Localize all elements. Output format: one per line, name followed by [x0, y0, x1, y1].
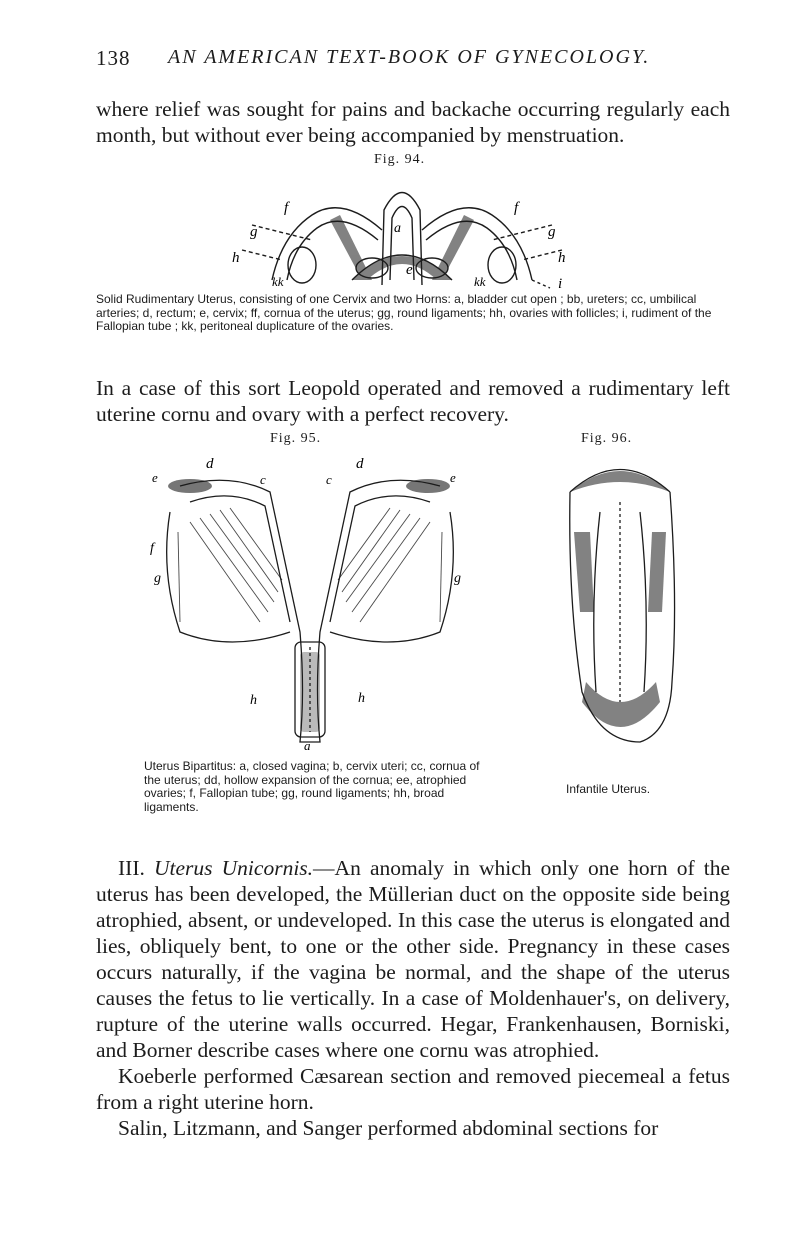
- fig94-left-ovary: [288, 247, 316, 283]
- svg-text:c: c: [326, 472, 332, 487]
- section-paragraph-2: Koeberle performed Cæsarean section and removed piecemeal a fetus from a right uterine horn.: [96, 1064, 730, 1114]
- svg-text:f: f: [514, 200, 519, 216]
- svg-text:h: h: [358, 691, 365, 706]
- section-paragraph-1: [96, 855, 730, 1063]
- svg-text:i: i: [558, 276, 563, 292]
- svg-text:d: d: [356, 456, 364, 472]
- page-number: 138: [96, 46, 131, 70]
- fig94-right-ovary: [488, 247, 516, 283]
- fig95-right-ovary: [406, 479, 450, 493]
- page-header: [96, 46, 756, 76]
- section-text-1: —An anomaly in which only one horn of the uterus has been developed, the Müllerian duct on the opposite side being atrophied, absent, or undeveloped. In this case the uterus is elongated and lies, obliquely bent, to one or the other side. Pregnancy in these cases occurs naturally, if the vagina be normal, and the shape of the uterus causes the fetus to lie vertically. In a case of Moldenhauer's, on delivery, rupture of the uterine walls occurred. Hegar, Frankenhausen, Borniski, and Borner describe cases where one cornu was atrophied.: [96, 856, 731, 1062]
- svg-text:a: a: [304, 738, 311, 753]
- fig96-label: Fig. 96.: [581, 431, 633, 446]
- fig95-label: Fig. 95.: [270, 431, 322, 446]
- fig95-illustration: [150, 452, 460, 752]
- section-uterus-unicornis: [96, 855, 730, 1141]
- svg-text:kk: kk: [474, 274, 486, 289]
- section-paragraph-3: Salin, Litzmann, and Sanger performed abdominal sections for: [118, 1116, 659, 1140]
- svg-text:g: g: [454, 571, 461, 586]
- svg-text:h: h: [250, 693, 257, 708]
- svg-text:g: g: [154, 571, 161, 586]
- fig96-caption: Infantile Uterus.: [566, 782, 651, 796]
- svg-text:e: e: [152, 470, 158, 485]
- svg-text:f: f: [284, 200, 289, 216]
- fig96-illustration: [560, 452, 680, 742]
- svg-text:g: g: [250, 224, 258, 240]
- svg-text:c: c: [260, 472, 266, 487]
- section-title: Uterus Unicornis.: [154, 856, 314, 880]
- svg-text:f: f: [150, 541, 154, 556]
- svg-text:e: e: [450, 470, 456, 485]
- section-numeral: III.: [118, 856, 145, 880]
- svg-text:h: h: [232, 250, 240, 266]
- fig94-illustration: [232, 170, 572, 290]
- fig95-caption: Uterus Bipartitus: a, closed vagina; b, cervix uteri; cc, cornua of the uterus; dd, hollow expansion of the cornua; ee, atrophied ovaries; f, Fallopian tube; gg, round ligaments; hh, broad ligaments.: [144, 759, 480, 814]
- fig94-letter-a: a: [394, 221, 401, 236]
- fig94-label: Fig. 94.: [374, 152, 426, 167]
- svg-text:h: h: [558, 250, 566, 266]
- paragraph-leopold: In a case of this sort Leopold operated and removed a rudimentary left uterine cornu and ovary with a perfect recovery.: [96, 376, 730, 426]
- svg-text:kk: kk: [272, 274, 284, 289]
- paragraph-top: where relief was sought for pains and backache occurring regularly each month, but without ever being accompanied by menstruation.: [96, 97, 730, 147]
- svg-text:e: e: [406, 262, 413, 278]
- svg-text:g: g: [548, 224, 556, 240]
- svg-text:d: d: [206, 456, 214, 472]
- fig95-left-ovary: [168, 479, 212, 493]
- fig94-caption: Solid Rudimentary Uterus, consisting of one Cervix and two Horns: a, bladder cut open ; bb, ureters; cc, umbilical arteries; d, rectum; e, cervix; ff, cornua of the uterus; gg, round ligaments; hh, ovaries with follicles; i, rudiment of the Fallopian tube ; kk, peritoneal duplicature of the ovaries.: [96, 292, 712, 333]
- running-title: AN AMERICAN TEXT-BOOK OF GYNECOLOGY.: [168, 46, 651, 68]
